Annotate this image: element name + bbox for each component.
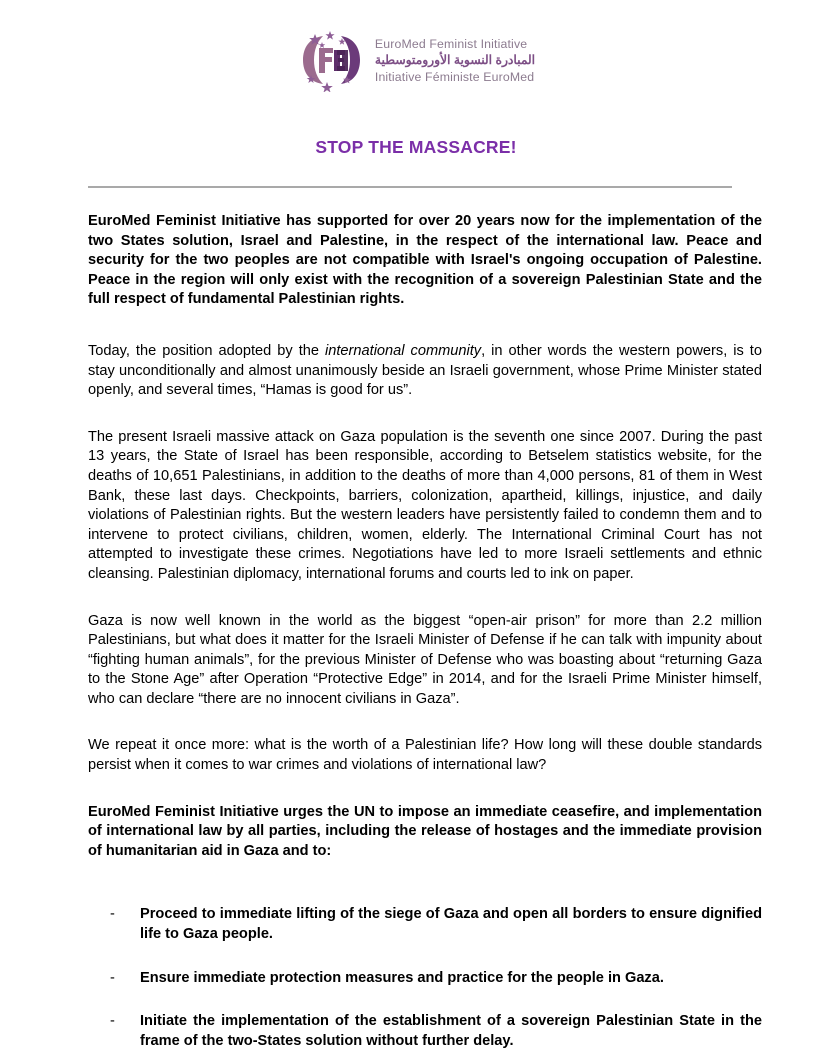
list-bullet: - [110, 1013, 115, 1030]
list-item [88, 905, 762, 944]
header-divider [88, 186, 732, 188]
demands-list [88, 905, 762, 1051]
paragraph-urges-un: EuroMed Feminist Initiative urges the UN to impose an immediate ceasefire, and implementation of international law by all parties, including the release of hostages and the immediate provision of humanitarian aid in Gaza and to: [88, 803, 762, 859]
list-item [88, 1012, 762, 1051]
document-body [88, 212, 762, 1051]
list-item-text: Initiate the implementation of the establishment of a sovereign Palestinian State in the frame of the two-States solution without further delay. [140, 1013, 762, 1049]
list-item-text: Ensure immediate protection measures and practice for the people in Gaza. [140, 969, 664, 986]
paragraph-statistics: The present Israeli massive attack on Gaza population is the seventh one since 2007. During the past 13 years, the State of Israel has been responsible, according to Betselem statistics website, for the deaths of 10,651 Palestinians, in addition to the deaths of more than 4,000 persons, 81 of them in West Bank, these last days. Checkpoints, barriers, colonization, apartheid, killings, injustice, and daily violations of Palestinian rights. But the western leaders have persistently failed to condemn them and to intervene to protect civilians, children, women, elderly. The International Criminal Court has not attempted to investigate these crimes. Negotiations have led to more Israeli settlements and ethnic cleansing. Palestinian diplomacy, international forums and courts led to ink on paper. [88, 428, 762, 582]
organization-logo [0, 28, 832, 92]
logo-text-block [375, 35, 535, 85]
paragraph-double-standards: We repeat it once more: what is the worth of a Palestinian life? How long will these double standards persist when it comes to war crimes and violations of international law? [88, 737, 762, 774]
logo-name-french: Initiative Féministe EuroMed [374, 69, 535, 84]
paragraph-intro: EuroMed Feminist Initiative has supported for over 20 years now for the implementation of the two States solution, Israel and Palestine, in the respect of the international law. Peace and security for the two peoples are not compatible with Israel's ongoing occupation of Palestine. Peace in the region will only exist with the recognition of a sovereign Palestinian State and the full respect of fundamental Palestinian rights. [88, 213, 762, 308]
paragraph-today-part1: Today, the position adopted by the [88, 342, 326, 359]
page-title: STOP THE MASSACRE! [315, 137, 517, 157]
list-bullet: - [110, 906, 115, 923]
logo-name-english: EuroMed Feminist Initiative [374, 37, 528, 52]
list-item-text: Proceed to immediate lifting of the siege of Gaza and open all borders to ensure dignified life to Gaza people. [140, 906, 762, 943]
logo-name-arabic: المبادرة النسوية الأورومتوسطية [374, 53, 536, 68]
list-item [88, 969, 762, 989]
logo-inner [297, 28, 535, 92]
paragraph-today-part2: , in other words the western powers, is to stay unconditionally and almost unanimously beside an Israeli government, whose Prime Minister stated openly, and several times, “Hamas is good for us”. [88, 342, 762, 399]
euromed-feminist-initiative-emblem-icon [297, 28, 365, 92]
list-bullet: - [110, 969, 115, 986]
paragraph-today-emphasis: international community [325, 342, 482, 359]
paragraph-open-air-prison: Gaza is now well known in the world as the biggest “open-air prison” for more than 2.2 million Palestinians, but what does it matter for the Israeli Minister of Defense if he can talk with impunity about “fighting human animals”, for the previous Minister of Defense who was boasting about “returning Gaza to the Stone Age” after Operation “Protective Edge” in 2014, and for the Israeli Prime Minister himself, who can declare “there are no innocent civilians in Gaza”. [88, 612, 762, 707]
paragraph-today [88, 342, 762, 401]
